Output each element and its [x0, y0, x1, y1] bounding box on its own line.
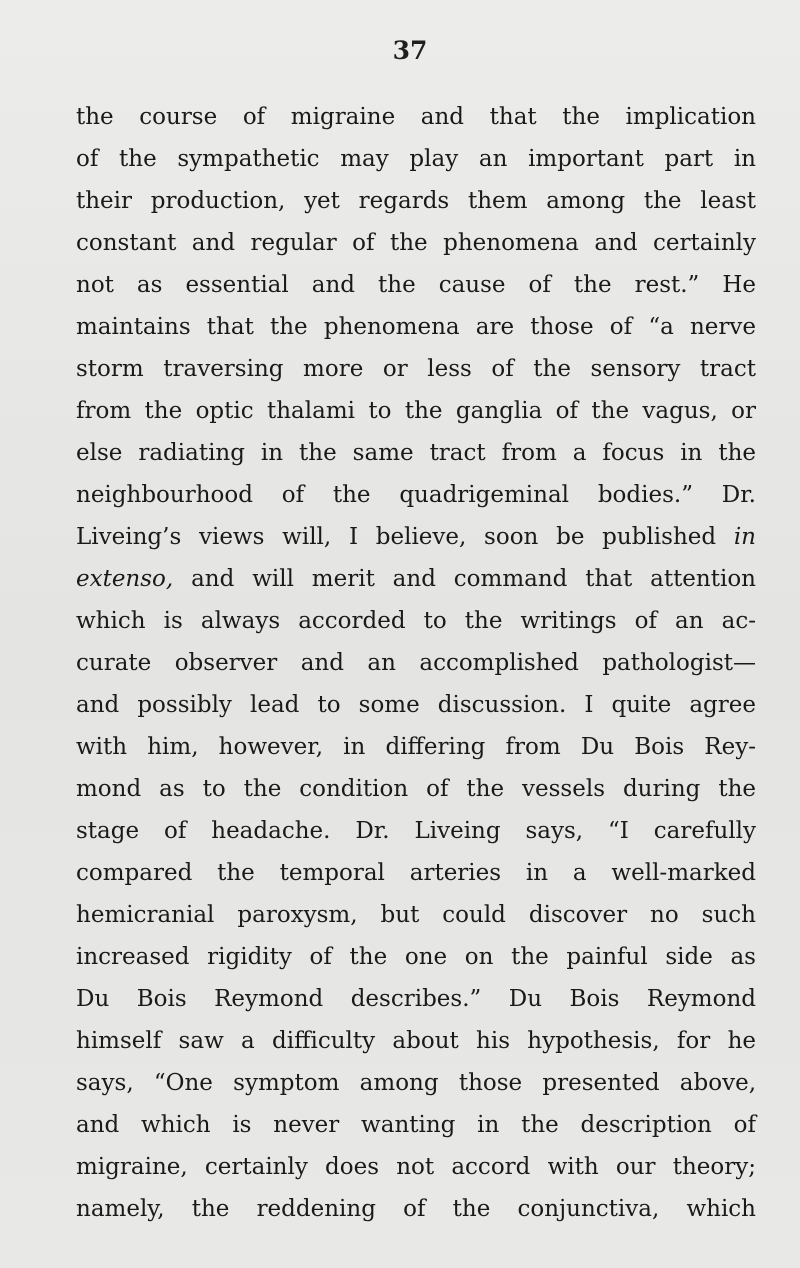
text-line	[76, 810, 756, 852]
text-line	[76, 138, 756, 180]
text-segment: with him, however, in differing from Du Bois Rey-	[76, 734, 756, 760]
text-segment: their production, yet regards them among the least	[76, 188, 756, 214]
text-line	[76, 936, 756, 978]
text-segment: maintains that the phenomena are those of “a nerve	[76, 314, 756, 340]
text-segment: migraine, certainly does not accord with our theory;	[76, 1154, 756, 1180]
text-line	[76, 642, 756, 684]
text-segment: mond as to the condition of the vessels during the	[76, 776, 756, 802]
text-segment: not as essential and the cause of the rest.” He	[76, 272, 756, 298]
text-line	[76, 264, 756, 306]
text-line	[76, 96, 756, 138]
text-line	[76, 1188, 756, 1230]
text-line	[76, 348, 756, 390]
text-line	[76, 432, 756, 474]
text-line	[76, 852, 756, 894]
text-segment: stage of headache. Dr. Liveing says, “I carefully	[76, 818, 756, 844]
text-line	[76, 222, 756, 264]
text-segment: the course of migraine and that the implication	[76, 104, 756, 130]
text-line	[76, 516, 756, 558]
text-segment: and will merit and command that attention	[173, 566, 756, 592]
text-segment: and possibly lead to some discussion. I quite agree	[76, 692, 756, 718]
text-segment: hemicranial paroxysm, but could discover no such	[76, 902, 756, 928]
text-segment: else radiating in the same tract from a focus in the	[76, 440, 756, 466]
text-segment: of the sympathetic may play an important part in	[76, 146, 756, 172]
italic-text: in	[733, 524, 756, 550]
text-segment: compared the temporal arteries in a well-marked	[76, 860, 756, 886]
italic-text: extenso,	[76, 566, 174, 592]
text-segment: says, “One symptom among those presented above,	[76, 1070, 756, 1096]
page-number: 37	[392, 36, 428, 65]
text-line	[76, 474, 756, 516]
text-line	[76, 894, 756, 936]
text-line	[76, 558, 756, 600]
text-line	[76, 180, 756, 222]
text-line	[76, 600, 756, 642]
text-segment: Liveing’s views will, I believe, soon be published	[76, 524, 734, 550]
text-line	[76, 1104, 756, 1146]
body-text	[76, 96, 756, 1230]
text-segment: storm traversing more or less of the sensory tract	[76, 356, 756, 382]
text-line	[76, 1146, 756, 1188]
text-line	[76, 726, 756, 768]
text-line	[76, 1062, 756, 1104]
text-segment: from the optic thalami to the ganglia of the vagus, or	[76, 398, 756, 424]
text-segment: himself saw a difficulty about his hypothesis, for he	[76, 1028, 756, 1054]
text-line	[76, 684, 756, 726]
text-segment: and which is never wanting in the description of	[76, 1112, 756, 1138]
text-segment: namely, the reddening of the conjunctiva, which	[76, 1196, 756, 1222]
text-segment: increased rigidity of the one on the painful side as	[76, 944, 756, 970]
text-line	[76, 306, 756, 348]
text-segment: Du Bois Reymond describes.” Du Bois Reymond	[76, 986, 756, 1012]
text-segment: curate observer and an accomplished pathologist—	[76, 650, 756, 676]
text-segment: neighbourhood of the quadrigeminal bodies.” Dr.	[76, 482, 756, 508]
text-line	[76, 768, 756, 810]
text-segment: which is always accorded to the writings of an ac-	[76, 608, 756, 634]
text-line	[76, 390, 756, 432]
text-segment: constant and regular of the phenomena and certainly	[76, 230, 756, 256]
text-line	[76, 1020, 756, 1062]
text-line	[76, 978, 756, 1020]
